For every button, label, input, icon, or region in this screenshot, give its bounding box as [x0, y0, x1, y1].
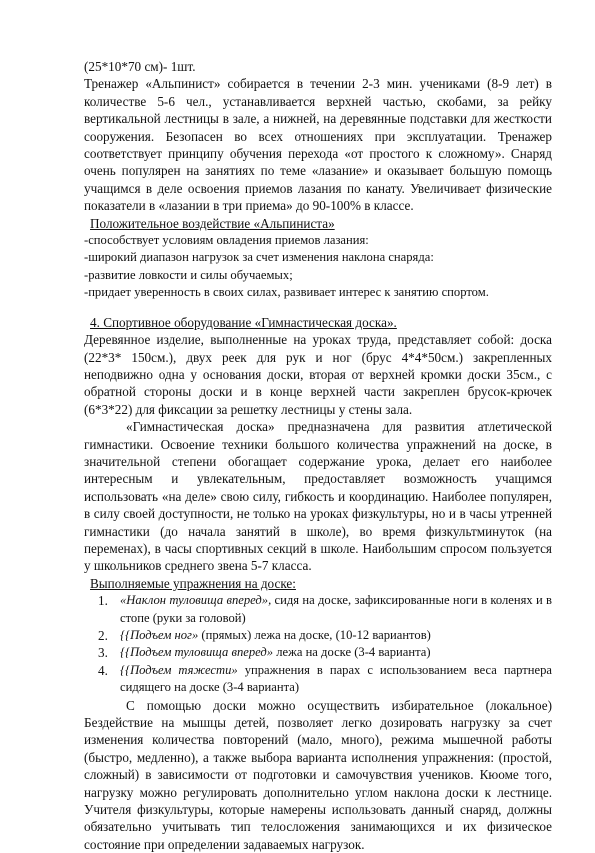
- heading-exercises: Выполняемые упражнения на доске:: [90, 575, 296, 591]
- heading-gym-board: 4. Спортивное оборудование «Гимнастическая доска».: [90, 314, 397, 330]
- bullet-item: -широкий диапазон нагрузок за счет изменения наклона снаряда:: [84, 250, 434, 265]
- bullet-item: -способствует условиям овладения приемов лазания:: [84, 233, 369, 248]
- list-item: [84, 644, 552, 661]
- bullet-item: -развитие ловкости и силы обучаемых;: [84, 267, 293, 282]
- exercise-detail: лежа на доске (3-4 варианта): [273, 645, 431, 660]
- exercise-name: {{Подъем тяжести»: [120, 662, 238, 677]
- list-item: [84, 627, 552, 644]
- dimensions-line: (25*10*70 см)- 1шт.: [84, 59, 196, 74]
- exercise-detail: упражнения в парах с использованием веса партнера сидящего на доске (3-4 варианта): [120, 662, 553, 695]
- exercise-detail: сидя на доске, зафиксированные ноги в коленях и в стопе (руки за головой): [120, 593, 552, 625]
- list-item: [84, 592, 552, 627]
- exercise-name: {{Подъем туловища вперед»: [120, 645, 274, 660]
- exercise-name: {{Подъем ног»: [120, 628, 199, 642]
- paragraph-load-regulation: С помощью доски можно осуществить избирательное (локальное) Бездействие на мышцы детей, позволяет легко дозировать нагрузку за счет изменения количества повторений (мало, много), режима мышечной работы (быстро, медленно), а также выбора варианта исполнения упражнения: (простой, сложный) в зависимости от подготовки и самочувствия учеников. Кюоме того, нагрузку можно регулировать дополнительно углом наклона доски к лестнице. Учителя физкультуры, которые намерены использовать данный снаряд, должны обязательно учитывать тип телосложения занимающихся и их физическое состояние при определении задаваемых нагрузок.: [84, 697, 552, 852]
- list-number: 4.: [98, 662, 108, 678]
- bullet-item: -придает уверенность в своих силах, развивает интерес к занятию спортом.: [84, 285, 489, 300]
- paragraph-board-description: Деревянное изделие, выполненные на уроках труда, представляет собой: доска (22*3* 150см.), двух реек для рук и ног (брус 4*4*50см.) закрепленных неподвижно одна у основания доски, вторая от верхней кромки доски 35см., с обратной стороны доски и в конце верхней части закреплен брусок-крючек (6*3*22) для фиксации за решетку лестницы у стены зала.: [84, 332, 552, 417]
- paragraph-board-purpose: «Гимнастическая доска» предназначена для развития атлетической гимнастики. Освоение техники большого количества упражнений на доске, в значительной степени обогащает содержание урока, делает его наиболее интересным и увлекательным, предоставляет возможность учащимся использовать «на деле» свою силу, гибкость и координацию. Наиболее популярен, в силу своей доступности, не только на уроках физкультуры, но и в часы утренней гимнастики (до начала занятий в школе), во время физкультминуток (на переменах), в часы спортивных секций в школе. Наибольшим спросом пользуется у школьников среднего звена 5-7 класса.: [84, 419, 552, 574]
- list-item: [84, 662, 552, 697]
- list-number: 1.: [98, 593, 108, 609]
- exercise-detail: (прямых) лежа на доске, (10-12 вариантов): [198, 628, 431, 642]
- heading-positive-effect: Положительное воздействие «Альпиниста»: [90, 215, 335, 231]
- list-number: 3.: [98, 645, 108, 661]
- list-number: 2.: [98, 628, 108, 643]
- exercise-name: «Наклон туловища вперед»,: [120, 593, 272, 608]
- document-page: [84, 58, 552, 853]
- paragraph-alpinist: Тренажер «Альпинист» собирается в течении 2-3 мин. учениками (8-9 лет) в количестве 5-6 чел., устанавливается верхней частью, скобами, за рейку вертикальной лестницы в зале, а нижней, на деревянные подставки для жесткости сооружения. Безопасен во всех отношениях при эксплуатации. Тренажер соответствует принципу обучения перехода «от простого к сложному». Снаряд очень популярен на занятиях по теме «лазание» и оказывает большую помощь учащимся в деле освоения приемов лазания по канату. Увеличивает физические показатели в «лазании в три приема» до 90-100% в классе.: [84, 76, 552, 214]
